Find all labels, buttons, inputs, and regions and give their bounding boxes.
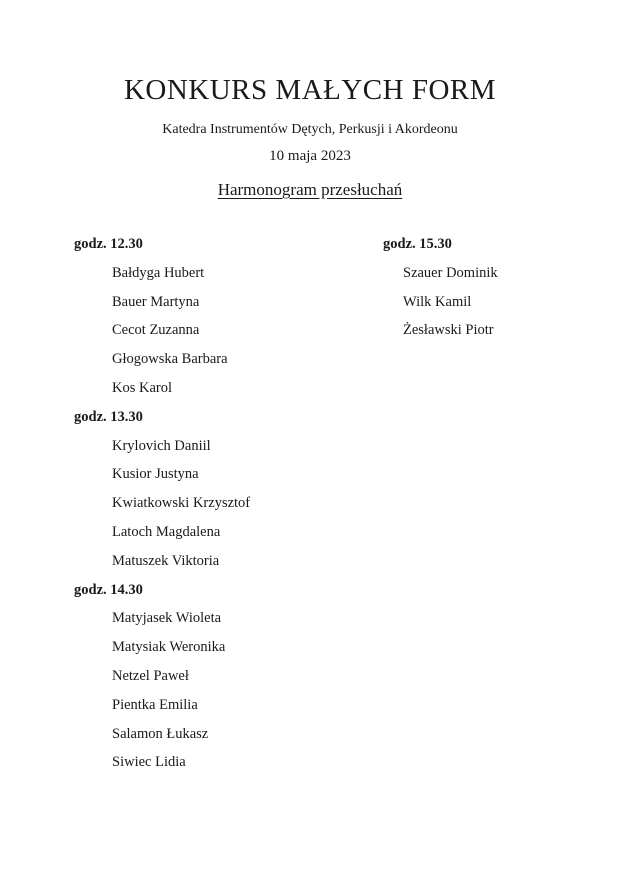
time-label: godz. 14.30 (74, 581, 143, 598)
participant-name: Matysiak Weronika (112, 639, 226, 656)
participant-name: Netzel Paweł (112, 667, 189, 684)
participant-name: Bauer Martyna (112, 293, 200, 310)
schedule-column-left (74, 230, 374, 777)
time-label: godz. 15.30 (383, 236, 452, 252)
participant-name: Cecot Zuzanna (112, 322, 200, 339)
page-title: KONKURS MAŁYCH FORM (123, 74, 497, 106)
schedule-section (74, 403, 374, 576)
participant-name: Wilk Kamil (403, 293, 472, 310)
schedule-column-right (383, 230, 603, 345)
participant-name: Matuszek Viktoria (112, 552, 220, 569)
participant-name: Salamon Łukasz (112, 725, 209, 742)
participant-name: Pientka Emilia (112, 696, 198, 713)
participant-name: Matyjasek Wioleta (112, 610, 222, 627)
participant-name: Żesławski Piotr (403, 322, 494, 339)
participant-name: Kos Karol (112, 379, 173, 396)
participant-name: Krylovich Daniil (112, 437, 211, 454)
department-subtitle: Katedra Instrumentów Dętych, Perkusji i Akordeonu (162, 122, 458, 137)
schedule-heading: Harmonogram przesłuchań (217, 180, 403, 199)
schedule-section (74, 576, 374, 778)
schedule-section (383, 230, 603, 345)
participant-name: Latoch Magdalena (112, 523, 221, 540)
schedule-section (74, 230, 374, 403)
time-label: godz. 12.30 (74, 236, 143, 252)
participant-name: Siwiec Lidia (112, 754, 186, 771)
participant-name: Kwiatkowski Krzysztof (112, 495, 251, 512)
participant-name: Głogowska Barbara (112, 351, 228, 368)
participant-name: Szauer Dominik (403, 264, 498, 281)
participant-name: Bałdyga Hubert (112, 264, 205, 281)
participant-name: Kusior Justyna (112, 466, 199, 483)
event-date: 10 maja 2023 (269, 148, 351, 164)
time-label: godz. 13.30 (74, 408, 143, 425)
